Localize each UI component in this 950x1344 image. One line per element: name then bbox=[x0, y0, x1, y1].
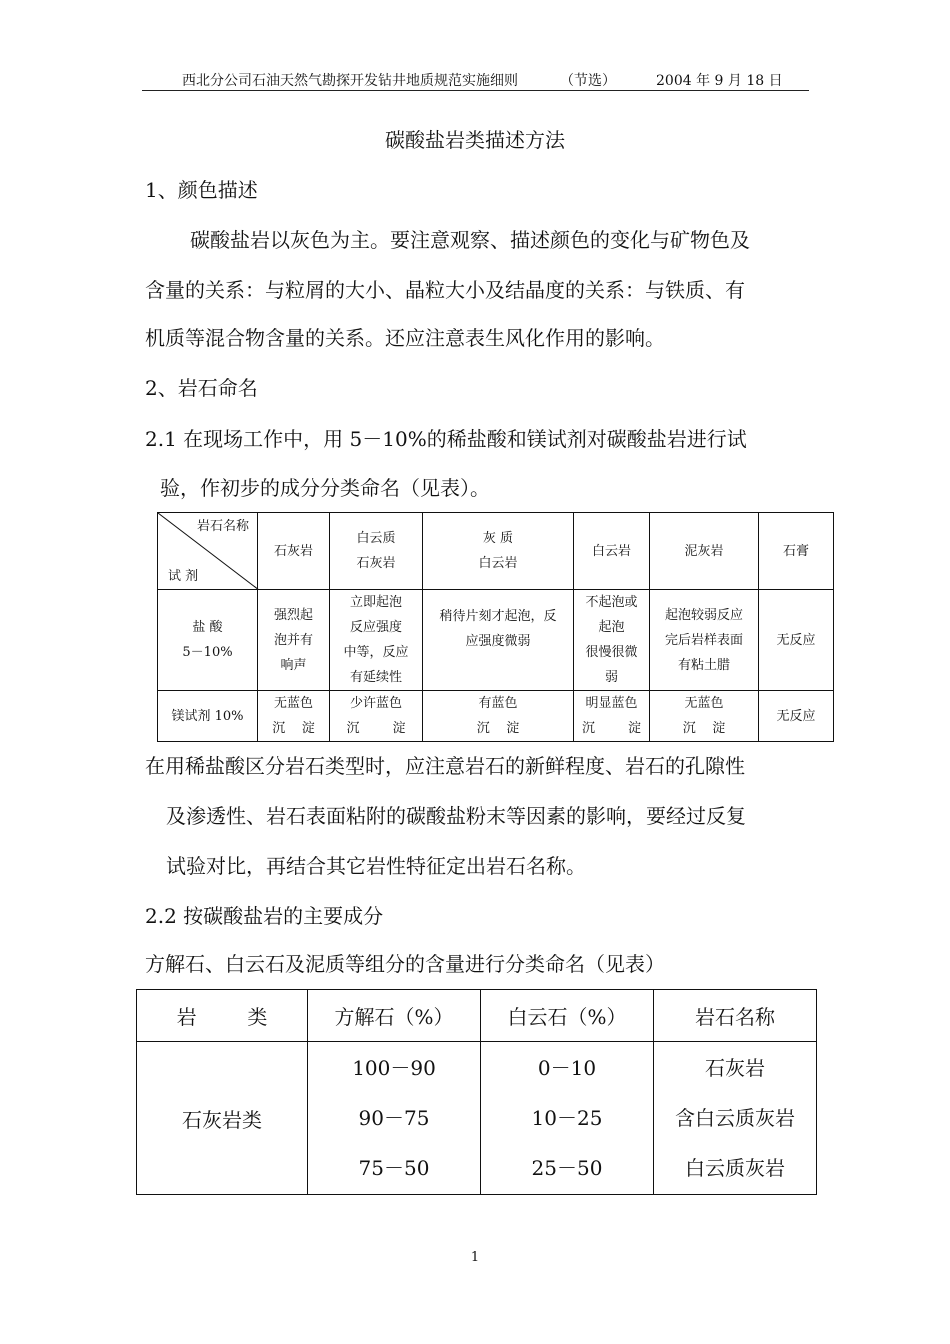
table1-corner-cell bbox=[158, 513, 258, 590]
row-label: 镁试剂 10% bbox=[158, 691, 258, 742]
table2-header: 岩 类 bbox=[137, 990, 308, 1042]
table1-col-header: 白云岩 bbox=[574, 513, 650, 590]
corner-top-label: 岩石名称 bbox=[196, 519, 249, 534]
header-date: 2004 年 9 月 18 日 bbox=[656, 73, 783, 89]
p22-heading: 2.2 按碳酸盐岩的主要成分 bbox=[145, 904, 384, 928]
table-row bbox=[137, 1042, 817, 1195]
table-cell: 有蓝色 沉 淀 bbox=[423, 691, 574, 742]
table1-col-header: 石灰岩 bbox=[258, 513, 330, 590]
document-title: 碳酸盐岩类描述方法 bbox=[385, 128, 565, 152]
paragraph-line: 在用稀盐酸区分岩石类型时，应注意岩石的新鲜程度、岩石的孔隙性 bbox=[145, 754, 745, 778]
table1-col-header: 灰 质 白云岩 bbox=[423, 513, 574, 590]
row-label: 盐 酸 5－10% bbox=[158, 590, 258, 691]
dolomite-values: 0－10 10－25 25－50 bbox=[481, 1042, 654, 1195]
table2-header: 方解石（%） bbox=[308, 990, 481, 1042]
reagent-test-table bbox=[157, 512, 834, 742]
table-cell: 立即起泡 反应强度 中等，反应 有延续性 bbox=[330, 590, 423, 691]
section1-line: 机质等混合物含量的关系。还应注意表生风化作用的影响。 bbox=[145, 326, 665, 350]
rock-names: 石灰岩 含白云质灰岩 白云质灰岩 bbox=[654, 1042, 817, 1195]
header-note: （节选） bbox=[560, 73, 616, 89]
table-cell: 无蓝色 沉 淀 bbox=[650, 691, 759, 742]
p22-line: 方解石、白云石及泥质等组分的含量进行分类命名（见表） bbox=[145, 952, 665, 976]
section1-heading: 1、颜色描述 bbox=[145, 178, 258, 202]
paragraph-line: 及渗透性、岩石表面粘附的碳酸盐粉末等因素的影响，要经过反复 bbox=[166, 804, 746, 828]
table-cell: 少许蓝色 沉 淀 bbox=[330, 691, 423, 742]
table-cell: 无反应 bbox=[759, 691, 834, 742]
table-cell: 无反应 bbox=[759, 590, 834, 691]
table-cell: 无蓝色 沉 淀 bbox=[258, 691, 330, 742]
header-title: 西北分公司石油天然气勘探开发钻井地质规范实施细则 bbox=[182, 73, 518, 89]
table2-header: 白云石（%） bbox=[481, 990, 654, 1042]
table-cell: 不起泡或 起泡 很慢很微 弱 bbox=[574, 590, 650, 691]
page-header bbox=[142, 68, 809, 91]
table-row bbox=[158, 590, 834, 691]
section1-line: 含量的关系：与粒屑的大小、晶粒大小及结晶度的关系：与铁质、有 bbox=[145, 278, 745, 302]
corner-bottom-label: 试 剂 bbox=[168, 569, 199, 584]
table-cell: 起泡较弱反应 完后岩样表面 有粘土腊 bbox=[650, 590, 759, 691]
table2-header: 岩石名称 bbox=[654, 990, 817, 1042]
p21-line: 2.1 在现场工作中，用 5－10%的稀盐酸和镁试剂对碳酸盐岩进行试 bbox=[145, 427, 747, 451]
table-cell: 强烈起 泡并有 响声 bbox=[258, 590, 330, 691]
table1-col-header: 泥灰岩 bbox=[650, 513, 759, 590]
calcite-values: 100－90 90－75 75－50 bbox=[308, 1042, 481, 1195]
p21-line: 验，作初步的成分分类命名（见表）。 bbox=[160, 476, 490, 500]
table-cell: 稍待片刻才起泡，反 应强度微弱 bbox=[423, 590, 574, 691]
paragraph-line: 试验对比，再结合其它岩性特征定出岩石名称。 bbox=[166, 854, 586, 878]
section1-line: 碳酸盐岩以灰色为主。要注意观察、描述颜色的变化与矿物色及 bbox=[190, 228, 750, 252]
table1-col-header: 石膏 bbox=[759, 513, 834, 590]
composition-table bbox=[136, 989, 817, 1195]
table1-col-header: 白云质 石灰岩 bbox=[330, 513, 423, 590]
table-cell: 明显蓝色 沉 淀 bbox=[574, 691, 650, 742]
page-number: 1 bbox=[470, 1250, 480, 1265]
section2-heading: 2、岩石命名 bbox=[145, 376, 258, 400]
table-row bbox=[158, 691, 834, 742]
rock-group: 石灰岩类 bbox=[137, 1042, 308, 1195]
